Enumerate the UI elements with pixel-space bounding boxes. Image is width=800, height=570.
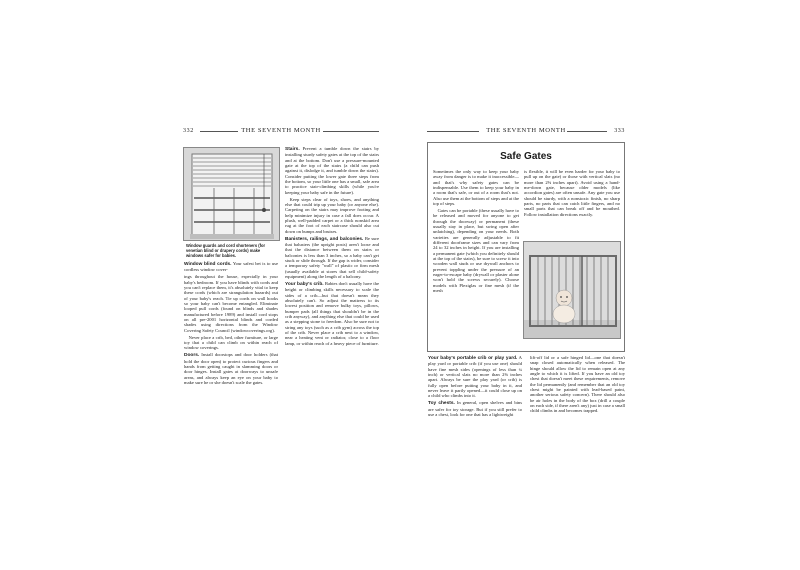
paragraph xyxy=(433,208,519,294)
paragraph-text: Install doorstops and door holders (that hold the door open) to protect curious fingers and hands from getting caught in slamming doors or door hinges. Install gates at doorways to unsafe areas, and always keep an eye on your baby to make sure he or she doesn't scale the gates. xyxy=(184,352,278,385)
paragraph-text: Be sure that balusters (the upright posts) aren't loose and that the distance between them on stairs or balconies is less than 3 inches, so a baby can't get stuck or slide through. If the gap is wider, consider a temporary safety "wall" of plastic or firm mesh (usually available at stores that sell child-safety equipment) along the length of a balcony. xyxy=(285,235,379,280)
right-page-number: 333 xyxy=(614,128,625,134)
paragraph xyxy=(184,352,278,385)
photo-caption: Window guards and cord shorteners (for venetian blind or drapery cords) make windows safer for babies. xyxy=(186,243,266,258)
right-running-title: THE SEVENTH MONTH xyxy=(486,127,566,134)
sidebar-title: Safe Gates xyxy=(500,151,552,162)
paragraph xyxy=(524,169,620,217)
right-page xyxy=(427,127,625,492)
paragraph-text: Gates can be portable (these usually have to be released and moved for anyone to get through the doorway) or permanent (these usually stay in place, but swing open after unlatching), depending on your needs. Both varieties are generally adjustable to fit different doorframe sizes and can vary from 24 to 32 inches in height. If you are installing a permanent gate (which you definitely should at the top of the stairs), be sure to screw it into wooden wall studs or use drywall anchors to prevent toppling under the pressure of an eager-to-escape baby (drywall or plaster alone won't hold the screws securely). Choose models with Plexiglas or fine mesh (if the mesh xyxy=(433,208,519,294)
window-guard-photo xyxy=(183,147,280,241)
run-in-heading: Stairs. xyxy=(285,147,300,152)
paragraph-text: Sometimes the only way to keep your baby away from danger is to make it inaccessible—and that's why safety gates can be indispensable. Use them to keep your baby in a room that's safe, or out of a room that's not. Also use them at the bottom of steps and at the top of steps. xyxy=(433,169,519,207)
paragraph-text: ings throughout the house, especially in your baby's bedroom. If you have blinds with cords and you can't replace them, it's absolutely vital to keep these cords (which are strangulation hazards) out of your baby's reach. Tie up cords on wall hooks so your baby can't become entangled. Eliminate looped pull cords (found on blinds and shades manufactured before 1989) and install cord stops on all pre-2001 horizontal blinds and corded shades using directions from the Window Covering Safety Council (windowcoverings.org). xyxy=(184,274,278,333)
paragraph xyxy=(433,169,519,206)
left-page-number: 332 xyxy=(183,128,194,134)
paragraph-text: is flexible, it will be even harder for your baby to pull up on the gate) or those with vertical slats (no more than 2⅜ inches apart). Avoid using a hand-me-down gate, because older models (like accordion gates) are often unsafe. Any gate you use should be sturdy, with a nonstoxic finish, no sharp parts, no parts that can catch little fingers, and no small parts that can break off and be mouthed. Follow installation directions exactly. xyxy=(524,169,620,217)
paragraph xyxy=(285,197,379,234)
paragraph xyxy=(184,274,278,333)
run-in-heading: Doors. xyxy=(184,353,200,359)
left-column-2 xyxy=(285,146,379,493)
run-in-heading: Your baby's crib. xyxy=(285,282,324,288)
right-column-1 xyxy=(428,355,522,493)
right-column-2 xyxy=(530,355,625,493)
left-page xyxy=(183,127,379,492)
run-in-heading: Banisters, railings, and balconies. xyxy=(285,236,364,242)
paragraph-text: In general, open shelves and bins are safer for toy storage. But if you still prefer to use a chest, look for one that has a lightweight xyxy=(428,400,522,418)
baby-gate-illustration xyxy=(524,242,621,339)
divider xyxy=(567,131,607,132)
divider xyxy=(323,131,379,132)
paragraph-text: Never place a crib, bed, other furniture, or large toy that a child can climb on within reach of window coverings. xyxy=(184,334,278,351)
paragraph xyxy=(285,281,379,346)
sidebar-column-2 xyxy=(524,169,620,237)
paragraph-text: lift-off lid or a safe hinged lid—one that doesn't snap closed automatically when released. The hinge should allow the lid to remain open at any angle to which it is lifted. If you have an old toy chest that doesn't meet these requirements, remove the lid permanently (and remember that an old toy chest might be painted with lead-based paint, another serious safety concern). There should also be air holes in the body of the box (drill a couple on each side, if there aren't any) just in case a small child climbs in and becomes trapped. xyxy=(530,355,625,414)
run-in-heading: Window blind cords. xyxy=(184,262,232,267)
left-running-title: THE SEVENTH MONTH xyxy=(241,127,321,134)
safe-gates-sidebar xyxy=(427,142,625,352)
baby-gate-photo xyxy=(523,241,621,339)
paragraph xyxy=(428,355,522,399)
paragraph-text: Prevent a tumble down the stairs by installing sturdy safety gates at the top of the stairs and at the bottom. Don't use a pressure-mounted gate at the top of the stairs (a child can push against it, dislodge it, and tumble down the stairs). Consider putting the lower gate three steps from the bottom, so your little one has a small, safe area to practice stair-climbing skills (while you're keeping your baby safe in the future). xyxy=(285,146,379,195)
paragraph-text: Babies don't usually have the height or climbing skills necessary to scale the sides of a crib—but that doesn't mean they absolutely can't. So adjust the mattress to its lowest position and remove bulky toys, pillows, bumper pads (all things that shouldn't be in the crib anyway), and anything else that could be used as a stepping stone to freedom. Also be sure not to string any toys (such as a crib gym) across the top of the crib. Never place a crib next to a window, near a heating vent or radiator, close to a floor lamp, or within reach of a heavy piece of furniture. xyxy=(285,281,379,346)
window-guard-illustration xyxy=(184,148,280,241)
paragraph xyxy=(530,355,625,414)
paragraph-text: Your safest bet is to use cordless window cover- xyxy=(184,261,278,273)
paragraph xyxy=(428,400,522,417)
paragraph xyxy=(184,261,278,273)
run-in-heading: Your baby's portable crib or play yard. xyxy=(428,356,518,361)
right-running-head xyxy=(427,127,625,137)
paragraph xyxy=(285,146,379,195)
paragraph-text: A play yard or portable crib (if you use one) should have fine mesh sides (openings of less than ¼ inch) or vertical slats no more than 2⅜ inches apart. Always be sure the play yard (or crib) is fully open before putting your baby in it, and never leave it partly opened—it could close up on a child who climbs into it. xyxy=(428,355,522,399)
run-in-heading: Toy chests. xyxy=(428,401,455,407)
sidebar-column-1 xyxy=(433,169,519,349)
paragraph-text: Keep steps clear of toys, shoes, and anything else that could trip up your baby (or anyone else). Carpeting on the stairs may improve footing and help minimize injury in case a fall does occur. A plush, well-padded carpet or a thick nonskid area rug at the foot of each staircase should also cut down on bumps and bruises. xyxy=(285,196,379,234)
left-running-head xyxy=(183,127,379,137)
left-column-1 xyxy=(184,261,278,493)
paragraph xyxy=(285,236,379,280)
paragraph xyxy=(184,335,278,351)
